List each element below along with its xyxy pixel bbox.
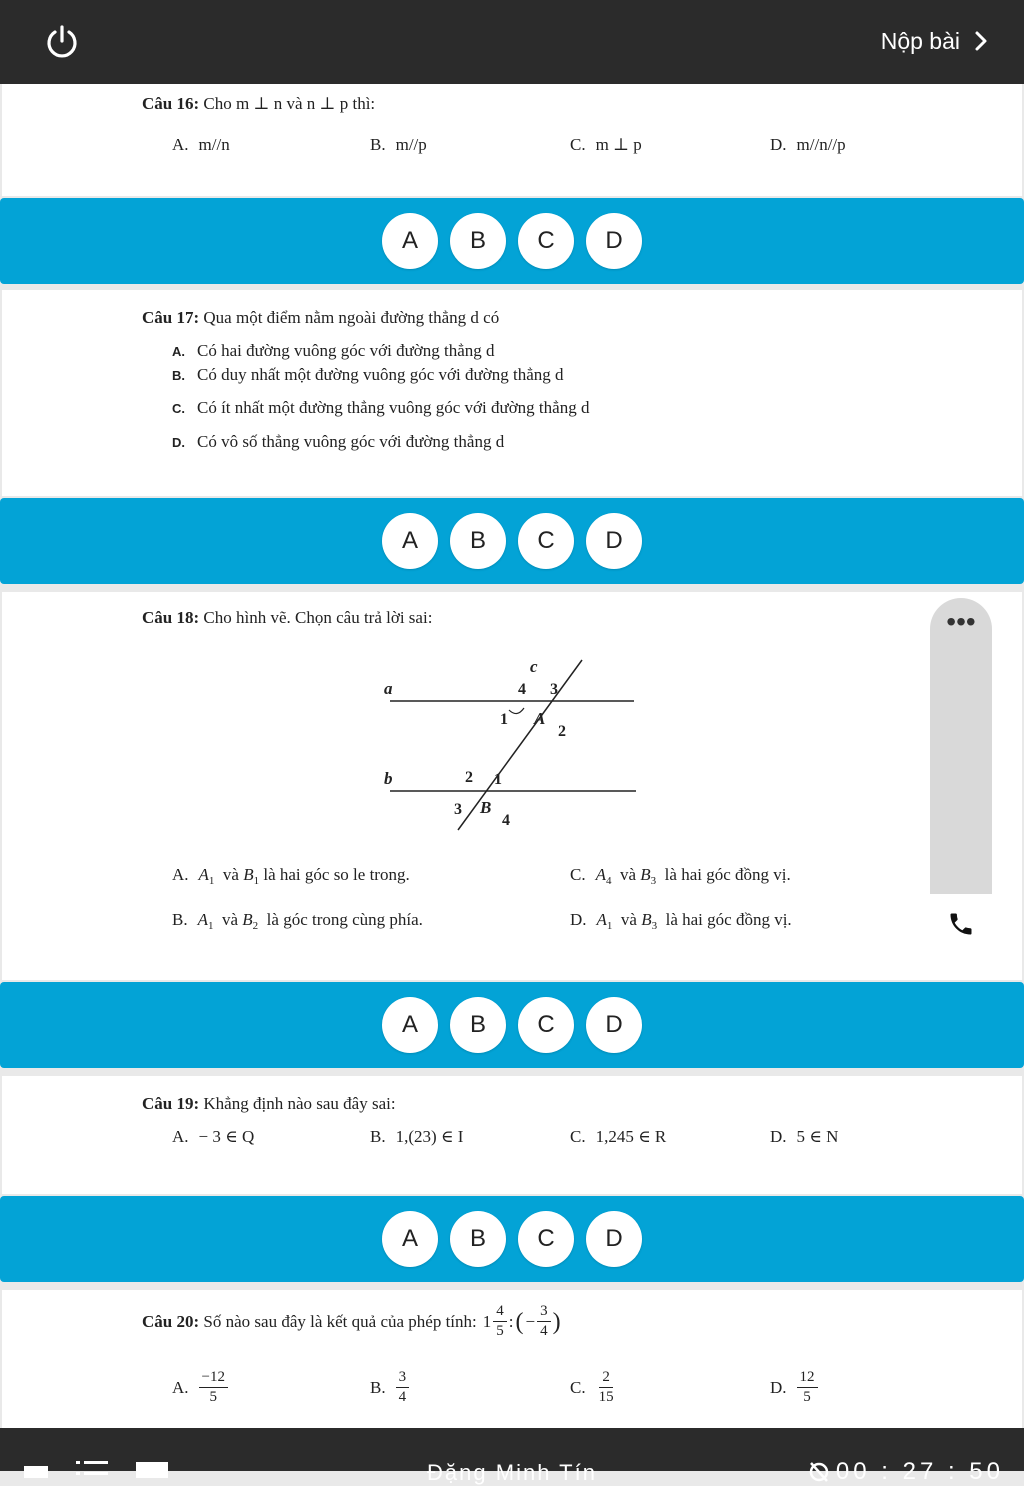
top-bar bbox=[0, 0, 1024, 84]
submit-button[interactable] bbox=[881, 26, 988, 56]
answer-option: A. − 3 ∈ Q bbox=[172, 1127, 255, 1146]
choice-b-button[interactable]: B bbox=[450, 513, 506, 569]
question-text: Câu 19: Khẳng định nào sau đây sai: bbox=[142, 1094, 396, 1113]
choice-c-button[interactable]: C bbox=[518, 997, 574, 1053]
answer-option: D. m//n//p bbox=[770, 135, 846, 154]
answer-choice-bar-18 bbox=[0, 982, 1024, 1068]
answer-option: B. m//p bbox=[370, 135, 427, 154]
answer-option: C. Có ít nhất một đường thẳng vuông góc với đường thẳng d bbox=[172, 398, 590, 417]
answer-option: C. m ⊥ p bbox=[570, 135, 642, 154]
angle-label: 1 bbox=[500, 711, 508, 728]
answer-option: B. Có duy nhất một đường vuông góc với đường thẳng d bbox=[172, 365, 564, 384]
question-card-17 bbox=[2, 290, 1022, 496]
question-card-18 bbox=[2, 592, 1022, 980]
choice-d-button[interactable]: D bbox=[586, 513, 642, 569]
choice-b-button[interactable]: B bbox=[450, 1211, 506, 1267]
question-card-16 bbox=[2, 84, 1022, 196]
angle-arc bbox=[509, 708, 524, 714]
answer-option: D. $A_1$ và $B_3$ là hai góc đồng vị. bbox=[570, 910, 792, 932]
answer-option: A. $\frac{-12}{5}$ bbox=[172, 1370, 228, 1405]
chevron-right-icon bbox=[974, 30, 988, 52]
answer-option: D. $\frac{12}{5}$ bbox=[770, 1370, 818, 1405]
question-text: Câu 16: Cho m ⊥ n và n ⊥ p thì: bbox=[142, 94, 376, 113]
line-b-label: b bbox=[384, 769, 393, 788]
choice-a-button[interactable]: A bbox=[382, 513, 438, 569]
answer-choice-bar-17 bbox=[0, 498, 1024, 584]
choice-b-button[interactable]: B bbox=[450, 997, 506, 1053]
choice-d-button[interactable]: D bbox=[586, 213, 642, 269]
answer-option: C. $\frac{2}{15}$ bbox=[570, 1369, 614, 1405]
answer-option: D. Có vô số thẳng vuông góc với đường thẳng d bbox=[172, 432, 505, 451]
choice-c-button[interactable]: C bbox=[518, 213, 574, 269]
answer-choice-bar-19 bbox=[0, 1196, 1024, 1282]
phone-icon bbox=[947, 910, 975, 938]
answer-option: A. Có hai đường vuông góc với đường thẳng d bbox=[172, 341, 495, 360]
answer-option: D. 5 ∈ N bbox=[770, 1127, 839, 1146]
question-text: Câu 20: Số nào sau đây là kết quả của phép tính: 1 $\frac{4}{5}$ : ( − $\frac{3}{4}$ ) bbox=[142, 1303, 561, 1339]
geometry-figure bbox=[372, 652, 652, 837]
point-a-label: A bbox=[534, 709, 546, 728]
angle-label: 1 bbox=[494, 771, 502, 788]
choice-b-button[interactable]: B bbox=[450, 213, 506, 269]
bottom-bar bbox=[0, 1428, 1024, 1485]
question-card-19 bbox=[2, 1076, 1022, 1194]
timer-off-icon bbox=[808, 1460, 830, 1482]
submit-label: Nộp bài bbox=[880, 27, 960, 54]
student-name: Đặng Minh Tín bbox=[427, 1460, 597, 1485]
angle-label: 4 bbox=[502, 812, 510, 829]
choice-d-button[interactable]: D bbox=[586, 1211, 642, 1267]
power-icon[interactable] bbox=[44, 24, 80, 60]
choice-d-button[interactable]: D bbox=[586, 997, 642, 1053]
question-card-20 bbox=[2, 1290, 1022, 1428]
question-text: Câu 17: Qua một điểm nằm ngoài đường thẳng d có bbox=[142, 308, 500, 327]
phone-button[interactable] bbox=[930, 894, 992, 954]
angle-label: 4 bbox=[518, 681, 526, 698]
answer-option: C. 1,245 ∈ R bbox=[570, 1127, 667, 1146]
answer-option: A. m//n bbox=[172, 135, 230, 154]
answer-option: B. $A_1$ và $B_2$ là góc trong cùng phía. bbox=[172, 910, 423, 932]
angle-label: 3 bbox=[454, 801, 462, 818]
answer-choice-bar-16 bbox=[0, 198, 1024, 284]
more-options-icon[interactable]: ••• bbox=[946, 606, 976, 637]
angle-label: 2 bbox=[465, 769, 473, 786]
floating-side-panel bbox=[930, 598, 992, 954]
choice-a-button[interactable]: A bbox=[382, 213, 438, 269]
answer-option: C. $A_4$ và $B_3$ là hai góc đồng vị. bbox=[570, 865, 791, 887]
angle-label: 2 bbox=[558, 723, 566, 740]
question-text: Câu 18: Cho hình vẽ. Chọn câu trả lời sai: bbox=[142, 608, 433, 627]
angle-label: 3 bbox=[550, 681, 558, 698]
choice-a-button[interactable]: A bbox=[382, 997, 438, 1053]
line-c-label: c bbox=[530, 657, 538, 676]
answer-option: B. $\frac{3}{4}$ bbox=[370, 1370, 409, 1405]
math-expression: 1 $\frac{4}{5}$ : ( − $\frac{3}{4}$ ) bbox=[482, 1303, 561, 1339]
choice-c-button[interactable]: C bbox=[518, 513, 574, 569]
answer-option: B. 1,(23) ∈ I bbox=[370, 1127, 464, 1146]
answer-option: A. $A_1$ và $B_1$ là hai góc so le trong. bbox=[172, 865, 410, 887]
choice-a-button[interactable]: A bbox=[382, 1211, 438, 1267]
line-a-label: a bbox=[384, 679, 393, 698]
choice-c-button[interactable]: C bbox=[518, 1211, 574, 1267]
timer: 00 : 27 : 50 bbox=[808, 1458, 1004, 1486]
point-b-label: B bbox=[480, 798, 492, 817]
